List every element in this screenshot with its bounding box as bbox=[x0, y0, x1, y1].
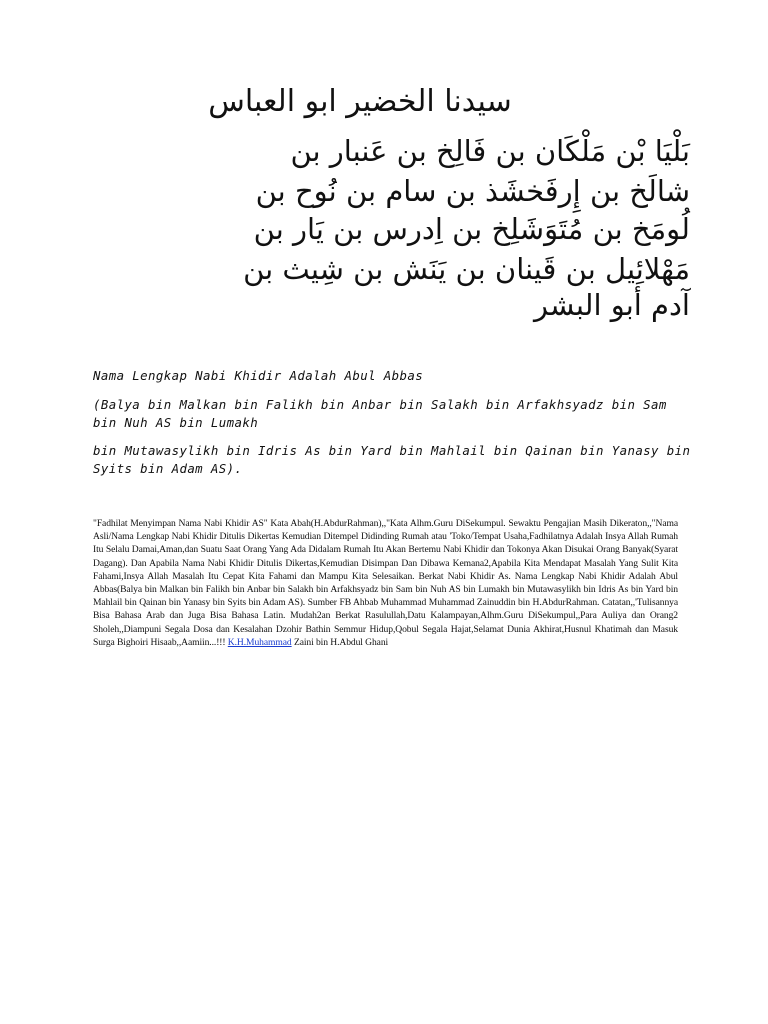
arabic-lineage-line-4: مَهْلائِيل بن قَينان بن يَنَش بن شِيث بن bbox=[243, 252, 690, 286]
author-link[interactable]: K.H.Muhammad bbox=[227, 636, 292, 648]
arabic-title: سيدنا الخضير ابو العباس bbox=[208, 84, 512, 119]
arabic-lineage-line-3: لُومَخ بن مُتَوَشَلِخ بن اِدرس بن يَار بن bbox=[253, 212, 690, 246]
latin-heading: Nama Lengkap Nabi Khidir Adalah Abul Abbas bbox=[93, 368, 424, 383]
latin-lineage-part-2: bin Mutawasylikh bin Idris As bin Yard bin Mahlail bin Qainan bin Yanasy bin Syits bin Adam AS). bbox=[93, 443, 691, 476]
arabic-lineage-line-2: شالَخ بن إِرفَخشَذ بن سام بن نُوح بن bbox=[255, 174, 690, 208]
author-tail: Zaini bin H.Abdul Ghani bbox=[293, 636, 389, 648]
latin-lineage-part-1: (Balya bin Malkan bin Falikh bin Anbar bin Salakh bin Arfakhsyadz bin Sam bin Nuh AS bin Lumakh bbox=[93, 397, 667, 430]
arabic-lineage-line-1: بَلْيَا بْن مَلْكَان بن فَالِخ بن عَنبار بن bbox=[290, 134, 690, 168]
arabic-lineage-line-5: آدم أبو البشر bbox=[534, 288, 690, 322]
fadhilat-text: "Fadhilat Menyimpan Nama Nabi Khidir AS" Kata Abah(H.AbdurRahman),,"Kata Alhm.Guru DiSekumpul. Sewaktu Pengajian Masih Dikeraton,,"Nama Asli/Nama Lengkap Nabi Khidir Ditulis Dikertas Kemudian Ditempel Didinding Rumah atau 'Toko/Tempat Usaha,Fadhilatnya Adalah Insya Allah Rumah Itu Selalu Damai,Aman,dan Suatu Saat Orang Yang Ada Didalam Rumah Itu Akan Bertemu Nabi Khidir dan Tokonya Akan Disukai Orang Banyak(Syarat Dagang). Dan Apabila Nama Nabi Khidir Ditulis Dikertas,Kemudian Disimpan Dan Dibawa Kemana2,Apabila Kita Mendapat Masalah Yang Sulit Kita Fahami,Insya Allah Masalah Itu Cepat Kita Fahami dan Mampu Kita Selesaikan. Berkat Nabi Khidir As. Nama Lengkap Nabi Khidir Adalah Abul Abbas(Balya bin Malkan bin Falikh bin Anbar bin Salakh bin Arfakhsyadz bin Sam bin Nuh AS bin Lumakh bin Mutawasylikh bin Idris As bin Yard bin Mahlail bin Qainan bin Yanasy bin Syits bin Adam AS). Sumber FB Ahbab Muhammad Muhammad Zainuddin bin H.AbdurRahman. Catatan,,'Tulisannya Bisa Bahasa Arab dan Juga Bisa Bahasa Latin. Mudah2an Berkat Rasulullah,Datu Kalampayan,Alhm.Guru DiSekumpul,,Para Auliya dan Orang2 Sholeh,,Diampuni Segala Dosa dan Kesalahan Dzohir Bathin Semmur Hidup,Qobul Segala Hajat,Selamat Dunia Akhirat,Husnul Khatimah dan Masuk Surga Bighoiri Hisaab,,Aamiin...!!! bbox=[93, 518, 678, 648]
fadhilat-paragraph bbox=[93, 517, 678, 649]
